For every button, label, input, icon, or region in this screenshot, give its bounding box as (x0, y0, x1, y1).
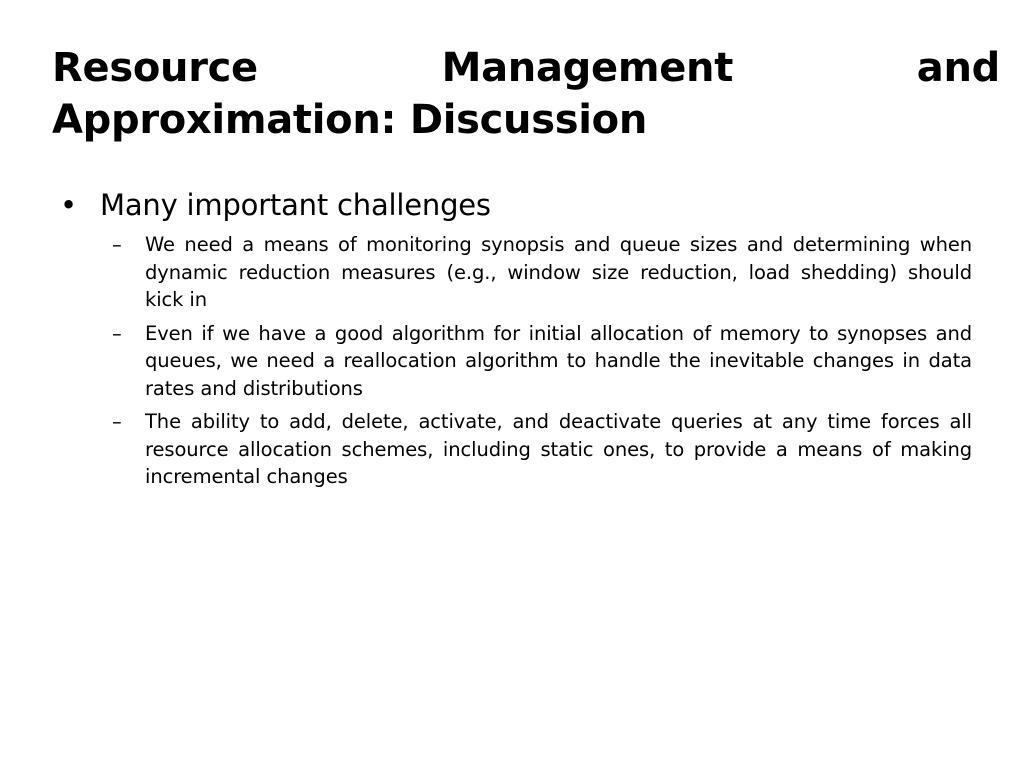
sub-bullet-list (52, 231, 972, 491)
sub-bullet-text: Even if we have a good algorithm for initial allocation of memory to synopses and queues, we need a reallocation algorithm to handle the inevitable changes in data rates and distributions (145, 321, 972, 400)
sub-bullet-item (52, 231, 972, 314)
bullet-text: Many important challenges (100, 188, 491, 222)
sub-bullet-marker: – (112, 410, 122, 433)
slide-title: Resource Management and Approximation: Discussion (52, 45, 1000, 143)
bullet-item (52, 185, 972, 225)
sub-bullet-text: We need a means of monitoring synopsis and queue sizes and determining when dynamic reduction measures (e.g., window size reduction, load shedding) should kick in (145, 233, 972, 311)
sub-bullet-marker: – (112, 233, 122, 256)
sub-bullet-item (52, 408, 972, 491)
slide-body (52, 185, 972, 507)
sub-bullet-text: The ability to add, delete, activate, and deactivate queries at any time forces all resource allocation schemes, including static ones, to provide a means of making incremental changes (145, 410, 972, 488)
sub-bullet-item (52, 320, 972, 403)
sub-bullet-marker: – (112, 321, 122, 345)
bullet-marker: • (60, 188, 77, 222)
